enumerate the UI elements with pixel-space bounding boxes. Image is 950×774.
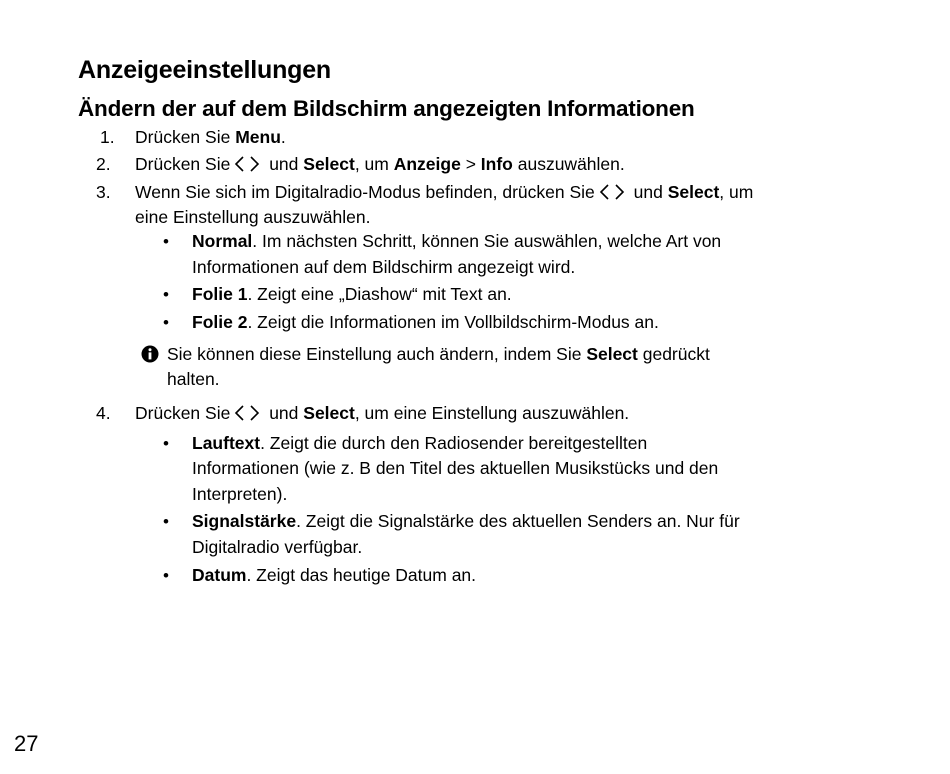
bullet-datum: Datum. Zeigt das heutige Datum an.	[192, 565, 477, 585]
bullet-dot: •	[163, 313, 169, 332]
chevron-left-right-icon	[597, 183, 627, 201]
bullet-lauftext: Lauftext. Zeigt die durch den Radiosender bereitgestellten	[192, 433, 648, 453]
step-number-1: 1.	[100, 127, 115, 147]
step-1-text: Drücken Sie Menu.	[135, 127, 286, 147]
step-2-text: Drücken Sie und Select, um Anzeige > Info auszuwählen.	[135, 154, 625, 174]
section-subtitle: Ändern der auf dem Bildschirm angezeigten Informationen	[78, 96, 695, 121]
page-number: 27	[14, 731, 39, 756]
bullet-signalstaerke: Signalstärke. Zeigt die Signalstärke des aktuellen Senders an. Nur für	[192, 511, 740, 531]
bullet-lauftext-line3: Interpreten).	[192, 484, 288, 504]
note-text: Sie können diese Einstellung auch ändern, indem Sie Select gedrückt	[167, 344, 710, 364]
bullet-dot: •	[163, 434, 169, 453]
step-number-4: 4.	[96, 403, 111, 423]
step-3-text-line2: eine Einstellung auszuwählen.	[135, 207, 371, 227]
bullet-dot: •	[163, 566, 169, 585]
step-3-text: Wenn Sie sich im Digitalradio-Modus befinden, drücken Sie und Select, um	[135, 182, 754, 202]
chevron-left-right-icon	[232, 155, 262, 173]
bullet-dot: •	[163, 232, 169, 251]
step-number-3: 3.	[96, 182, 111, 202]
bullet-dot: •	[163, 512, 169, 531]
bullet-folie-1: Folie 1. Zeigt eine „Diashow“ mit Text an.	[192, 284, 512, 304]
info-icon	[141, 345, 159, 363]
bullet-folie-2: Folie 2. Zeigt die Informationen im Vollbildschirm-Modus an.	[192, 312, 659, 332]
page-title: Anzeigeeinstellungen	[78, 56, 331, 84]
bullet-lauftext-line2: Informationen (wie z. B den Titel des aktuellen Musikstücks und den	[192, 458, 719, 478]
step-number-2: 2.	[96, 154, 111, 174]
bullet-normal-line2: Informationen auf dem Bildschirm angezeigt wird.	[192, 257, 576, 277]
chevron-left-right-icon	[232, 404, 262, 422]
menu-label: Menu	[235, 127, 281, 147]
bullet-normal: Normal. Im nächsten Schritt, können Sie auswählen, welche Art von	[192, 231, 722, 251]
step-4-text: Drücken Sie und Select, um eine Einstellung auszuwählen.	[135, 403, 630, 423]
bullet-signalstaerke-line2: Digitalradio verfügbar.	[192, 537, 363, 557]
note-text-line2: halten.	[167, 369, 220, 389]
bullet-dot: •	[163, 285, 169, 304]
